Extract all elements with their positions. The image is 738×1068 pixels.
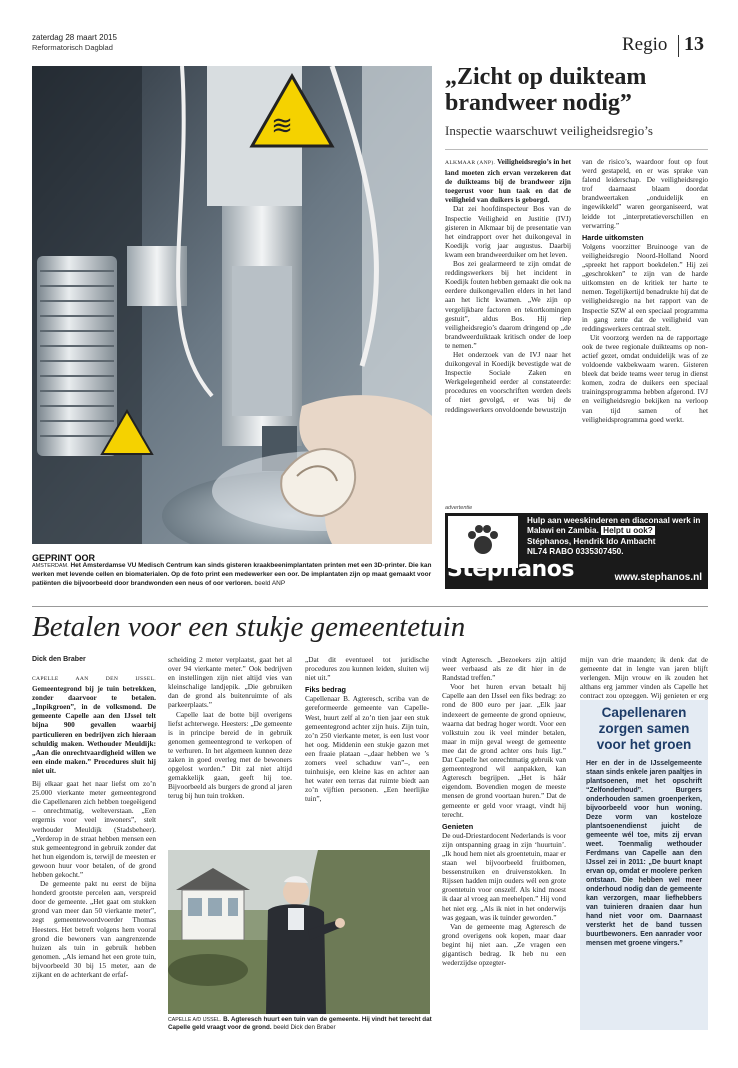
article2-author: Dick den Braber [32, 656, 86, 663]
photo2-credit: beeld Dick den Braber [273, 1024, 336, 1032]
article1-rule [445, 149, 708, 150]
article2-headline: Betalen voor een stukje gemeentetuin [32, 611, 466, 643]
header-paper: Reformatorisch Dagblad [32, 43, 113, 52]
sidebar-title: Capellenaren zorgen samen voor het groen [596, 705, 692, 752]
article2-subheading: Genieten [442, 821, 474, 831]
page-number: 13 [684, 33, 704, 55]
ad-line3: NL74 RABO 0335307450. [527, 546, 624, 556]
article2-col1 [32, 673, 156, 979]
ad-url[interactable]: www.stephanos.nl [614, 572, 702, 583]
article2-p: Capellenaar B. Agteresch, scriba van de gereformeerde gemeente van Capelle-West, huurt zelf al zo’n tien jaar een stuk gemeentegrond achter zijn huis. Zijn tuin, zo’n 250 vierkante meter, is een lust voor het oog. Middenin een stukje gazon met een fraaie plataan –„daar hebben we ’s zomers veel schaduw van”–, een tuinhuisje, een kleine kas en achter aan het water een terras dat ruimte biedt aan zo’n vijftien personen. „Een heerlijke tuin”, [305, 694, 429, 804]
paw-icon [463, 521, 503, 561]
sidebar-text: Her en der in de IJsselgemeente staan sinds enkele jaren paaltjes in plantsoenen, met het opschrift “Zelfonderhoud”. Burgers onderhouden samen groenperken, bijvoorbeeld voor hun woning. Deze vorm van kosteloze plantsoenendienst juicht de gemeente wél toe, mits zij ervan weet. Toenmalig wethouder Ferdmans van Capelle aan den IJssel zei in 2011: „De buurt knapt ervan op, omdat er moolere perken ontstaan. Die hebben wel meer onderhoud nodig dan de gemeente kan verzorgen, maar liefhebbers van tuinieren draaien daar hun hand niet voor om. Daarnaast versterkt het de band tussen buurtbewoners. Een aanrader voor mensen met groene vingers.” [586, 760, 702, 947]
sidebar-box [580, 700, 708, 1030]
article2-p: scheiding 2 meter verplaatst, gaat het al over 94 vierkante meter.” Ook bedrijven en instellingen zijn niet altijd vies van kleinschalige landjepik. „Die gebruiken dan de grond als buitenruimte of als parkeerplaats.” [168, 655, 292, 710]
printer-photo-illustration [32, 66, 432, 544]
ad-text [527, 516, 707, 557]
garden-photo-illustration [168, 850, 430, 1014]
article2-p: Voor het huren ervan betaalt hij Capelle aan den IJssel een fiks bedrag: zo rond de 800 euro per jaar. „Elk jaar indexeert de gemeente de grond opnieuw, waarna dat bedrag hoger wordt. Voor een volkstuin zou ik veel minder betalen, maar in mijn geval weegt de gemeente mee dat de grond achter ons huis ligt.” Dat Capelle het onrechtmatig gebruik van gemeentegrond wil aanpakken, kan Agteresch begrijpen. „Het is háár eigendom. Bovendien mogen de meeste mensen de grond voortaan huren.” Dat de gemeente er geld voor vraagt, vindt hij terecht. [442, 682, 566, 819]
article1-subhead: Inspectie waarschuwt veiligheidsregio’s [445, 123, 653, 138]
article1-dateline: ALKMAAR (ANP). [445, 160, 496, 166]
ad-brand: Stéphanos [447, 557, 574, 582]
article2-col3 [305, 655, 429, 804]
article2-p: De oud-Driestardocent Nederlands is voor zijn ontspanning graag in zijn ‘huurtuin’. „Ik houd hem niet als groentetuin, maar er staan wel bijvoorbeeld fruitbomen, bessenstruiken en druivenstokken. In Rijssen hadden mijn ouders wél een grote groentetuin voor onszelf. Als kind moest ik daar al vroeg aan meehelpen.” Hij vond het niet erg. „Als ik niet in het onderwijs was gegaan, was ik tuinder geworden.” [442, 830, 566, 922]
svg-text:≋: ≋ [271, 111, 293, 141]
header-date: zaterdag 28 maart 2015 [32, 33, 117, 42]
article1-col1 [445, 157, 571, 414]
photo1-caption [32, 562, 434, 588]
photo1-credit: beeld ANP [254, 579, 286, 587]
article2-p: Bij elkaar gaat het naar liefst om zo’n 25.000 vierkante meter gemeentegrond die Capellenaren zich hebben toegeëigend – onrechtmatig, welteverstaan. „Een ergernis voor veel inwoners”, stelt wethouder Meuldijk (Stadsbeheer). „Verderop in de straat hebben mensen een stuk gemeentegrond in gebruik zonder dat het hun eigendom is, terwijl de meesten er gewoon huur voor betalen, of de grond hebben gekocht.” [32, 779, 156, 879]
article1-col2 [582, 157, 708, 424]
article2-p: vindt Agteresch. „Bezoekers zijn altijd weer verbaasd als ze dit hier in de Randstad treffen.” [442, 655, 566, 683]
article1-headline: „Zicht op duikteam brandweer nodig” [445, 64, 647, 116]
photo1-caption-text: Het Amsterdamse VU Medisch Centrum kan sinds gisteren kraakbeenimplantaten printen met een 3D-printer. Die kan werken met levende cellen en biomaterialen. Op de foto print een medewerker een oor. De implantaten zijn op maat gemaakt voor patiënten die bijvoorbeeld door brandwonden een neus of oor verloren. [32, 562, 432, 587]
printer-photo [32, 66, 432, 544]
photo1-place: AMSTERDAM. [32, 563, 69, 569]
photo2-place: CAPELLE A/D IJSSEL. [168, 1017, 222, 1023]
header-divider [678, 35, 679, 57]
ad-highlight: Helpt u ook? [603, 526, 653, 536]
photo1-title: GEPRINT OOR [32, 553, 96, 563]
ad-label: advertentie [445, 505, 473, 511]
article1-p: Volgens voorzitter Bruinooge van de veiligheidsregio Noord-Holland Noord „spreekt het rapport boekdelen.” Hij zei „geschrokken” te zijn van de harde uitkomsten en de kritiek ter harte te nemen. Tegelijkertijd benadrukte hij dat de veiligheidsregio na het rapport van de Inspectie SZW al een speciaal programma in gang zette dat de veiligheid van reddingswerkers centraal stelt. [582, 241, 708, 333]
ad-line2: Stéphanos, Hendrik Ido Ambacht [527, 536, 656, 546]
article2-col2 [168, 655, 292, 801]
section-title: Regio [622, 34, 668, 55]
page-divider [32, 606, 708, 607]
article2-p: Capelle laat de botte bijl overigens liefst achterwege. Heesters: „De gemeente is in principe bereid de in gebruik genomen gemeentegrond te verkopen of te verhuren. In het algemeen kunnen deze zaken in goed overleg met de bewoners opgelost worden.” Dit zal niet altijd gemakkelijk gaan, geeft hij toe. Bijvoorbeeld als burgers de grond al jaren terug bij hun tuin trokken. [168, 709, 292, 801]
article1-p: Dat zei hoofdinspecteur Bos van de Inspectie Veiligheid en Justitie (IVJ) gisteren in Alkmaar bij de presentatie van het eindrapport over het duikongeval in Koedijk vorig jaar augustus. Daarbij kwam een brandweerduiker om het leven. [445, 204, 571, 259]
article2-subheading: Fiks bedrag [305, 685, 346, 695]
article1-p: Bos zei gealarmeerd te zijn omdat de reddingswerkers bij het incident in Koedijk fouten hebben gemaakt die ook na eerdere duikongevallen elders in het land aan het licht kwamen. „We zijn op vergelijkbare factoren en tekortkomingen gestuit”, aldus Bos. Hij riep veiligheidsregio’s daarom dringend op „de brandweerduiktaak kritisch onder de loep te nemen.” [445, 259, 571, 350]
article2-p: De gemeente pakt nu eerst de bijna honderd grootste percelen aan, verspreid door de gemeente. „Het gaat om stukken grond van meer dan 50 vierkante meter”, zegt gemeentewoordvoerder Thomas Heesters. Het betreft volgens hem vooral grond die bewoners van aangrenzende huizen als tuin in gebruik hebben genomen. „Als iemand het een grote tuin, bijvoorbeeld 30 bij 15 meter, aan de zijkant en de achterkant de erfaf- [32, 879, 156, 979]
ad-line1: Hulp aan weeskinderen en diaconaal werk in Malawi en Zambia. [527, 516, 701, 536]
article2-p: „Dat dit eventueel tot juridische procedures zou kunnen leiden, sluiten wij niet uit.” [305, 655, 429, 683]
photo2-caption-text: B. Agteresch huurt een tuin van de gemeente. Hij vindt het terecht dat Capelle geld vraagt voor de grond. [168, 1016, 432, 1032]
article2-col4 [442, 655, 566, 967]
article1-subheading: Harde uitkomsten [582, 232, 644, 242]
article2-p: Van de gemeente mag Agteresch de grond overigens ook kopen, maar daar begint hij niet aan. „Ze vragen een gigantisch bedrag. Ik heb nu een wederzijdse opzegter- [442, 921, 566, 968]
advertisement[interactable] [445, 513, 708, 589]
garden-photo [168, 850, 430, 1014]
article2-lead: Gemeentegrond bij je tuin betrekken, zonder daarvoor te betalen. „Inpikgroen”, in de volksmond. De gemeente Capelle aan den IJssel telt bijna 900 gevallen waarbij particulieren en bedrijven zich hieraan schuldig maken. Wethouder Meuldijk: „Aan die onrechtvaardigheid willen we een einde maken.” Procedures sluit hij niet uit. [32, 684, 156, 775]
article1-lead: Veiligheidsregio’s in het land moeten zich ervan verzekeren dat de duikteams bij de brandweer zijn toegerust voor hun taak en dat de veiligheid van duikers is geborgd. [445, 157, 572, 205]
article1-p: Uit voorzorg werden na de rapportage ook de twee regionale duikteams op non-actief gezet, omdat onduidelijk was of ze voldoende vakbekwaam waren. Gisteren bleek dat beide teams weer terug in dienst komen, zodra de duikers een speciaal trainingsprogramma hebben afgerond. IVJ en veiligheidsregio bekijken na verloop van tijd samen of het veiligheidsprogramma goed werkt. [582, 332, 708, 424]
photo2-caption [168, 1016, 433, 1032]
article2-p: mijn van drie maanden; ik denk dat de gemeente dat in lengte van jaren blijft verlengen. Mijn vrouw en ik zouden het althans erg jammer vinden als Capelle het contract zou opzeggen. Wij genieten er erg [580, 655, 708, 701]
article1-p: Het onderzoek van de IVJ naar het duikongeval in Koedijk bevestigde wat de Inspectie Sociale Zaken en Werkgelegenheid eerder al constateerde: procedures en voorschriften werden deels of niet gevolgd, er was bij de reddingswerkers onvoldoende bewustzijn [445, 349, 571, 414]
article2-dateline: CAPELLE AAN DEN IJSSEL. [32, 676, 156, 682]
article1-p: van de risico’s, waardoor fout op fout werd gestapeld, en er was sprake van falend leiderschap. De veiligheidsregio trof daarnaast blaam doordat brandweertaken „onduidelijk en ingewikkeld” waren georganiseerd, wat leidde tot „interpretatieverschillen en verwarring.” [582, 157, 708, 230]
